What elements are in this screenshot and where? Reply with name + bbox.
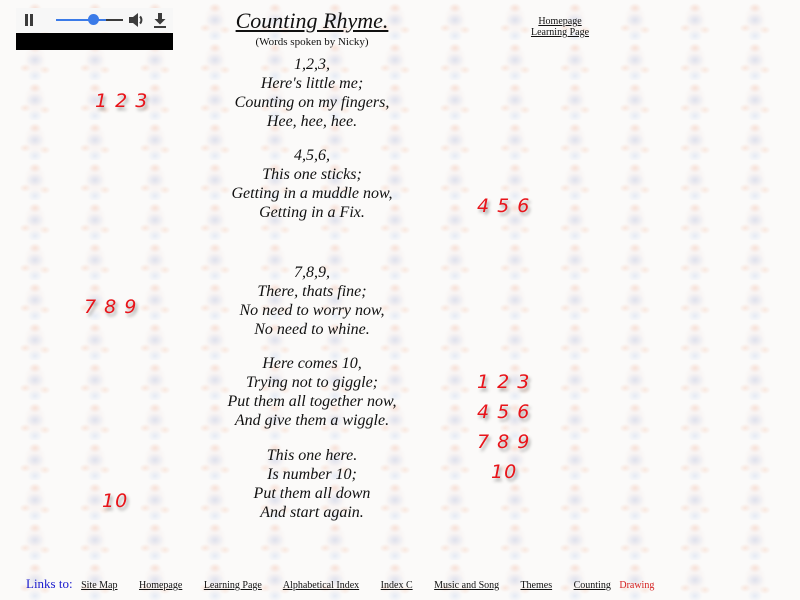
stanza-3 (200, 263, 424, 339)
poem-line: Here comes 10, (262, 355, 362, 372)
numbers-456-image: 4 5 6 (477, 195, 531, 217)
poem-line: And give them a wiggle. (234, 412, 390, 429)
poem-line: There, thats fine; (257, 283, 367, 300)
themes-link[interactable]: Themes (520, 580, 553, 591)
poem-line: Getting in a muddle now, (231, 185, 393, 202)
seek-bar-remaining[interactable] (106, 19, 123, 21)
poem-line: 4,5,6, (294, 147, 330, 164)
drawing-current-page: Drawing (619, 580, 655, 591)
poem-line: Counting on my fingers, (234, 94, 390, 111)
poem-line: This one sticks; (262, 166, 362, 183)
stanza-5 (200, 446, 424, 522)
number-10-stack: 10 (491, 461, 518, 483)
stanza-4 (200, 354, 424, 430)
poem-line: And start again. (260, 504, 364, 521)
audio-player (16, 8, 173, 32)
learning-page-footer-link[interactable]: Learning Page (203, 580, 262, 591)
page-subtitle: (Words spoken by Nicky) (255, 36, 369, 48)
homepage-footer-link[interactable]: Homepage (138, 580, 183, 591)
poem-line: Getting in a Fix. (259, 204, 365, 221)
download-icon[interactable] (153, 12, 167, 28)
poem-line: This one here. (266, 447, 358, 464)
page-title: Counting Rhyme. (235, 8, 389, 33)
numbers-789-image: 7 8 9 (84, 296, 138, 318)
number-10-image: 10 (102, 490, 129, 512)
numbers-456-stack: 4 5 6 (477, 401, 531, 423)
poem-line: Hee, hee, hee. (266, 113, 358, 130)
links-to-label: Links to: (26, 576, 73, 591)
alphabetical-index-link[interactable]: Alphabetical Index (282, 580, 360, 591)
poem-line: 7,8,9, (294, 264, 330, 281)
poem-line: Here's little me; (260, 75, 364, 92)
learning-page-link[interactable]: Learning Page (530, 27, 590, 38)
poem-line: Put them all down (253, 485, 371, 502)
poem-line: No need to whine. (254, 321, 370, 338)
poem-line: Is number 10; (267, 466, 357, 483)
numbers-123-stack: 1 2 3 (477, 371, 531, 393)
poem-line: 1,2,3, (294, 56, 330, 73)
footer-links (26, 576, 654, 592)
pause-icon[interactable] (24, 14, 34, 26)
poem-line: Put them all together now, (227, 393, 397, 410)
site-map-link[interactable]: Site Map (81, 580, 118, 591)
seek-slider-handle[interactable] (88, 14, 99, 25)
stanza-2 (200, 146, 424, 222)
poem-line: No need to worry now, (239, 302, 385, 319)
volume-icon[interactable] (128, 12, 146, 28)
homepage-link[interactable]: Homepage (538, 16, 582, 27)
music-and-song-link[interactable]: Music and Song (434, 580, 500, 591)
poem-line: Trying not to giggle; (246, 374, 378, 391)
numbers-123-image: 1 2 3 (95, 90, 149, 112)
index-c-link[interactable]: Index C (380, 580, 413, 591)
top-links (520, 16, 600, 38)
stanza-1 (200, 55, 424, 131)
counting-link[interactable]: Counting (573, 580, 611, 591)
media-display-bar (16, 33, 173, 50)
numbers-789-stack: 7 8 9 (477, 431, 531, 453)
